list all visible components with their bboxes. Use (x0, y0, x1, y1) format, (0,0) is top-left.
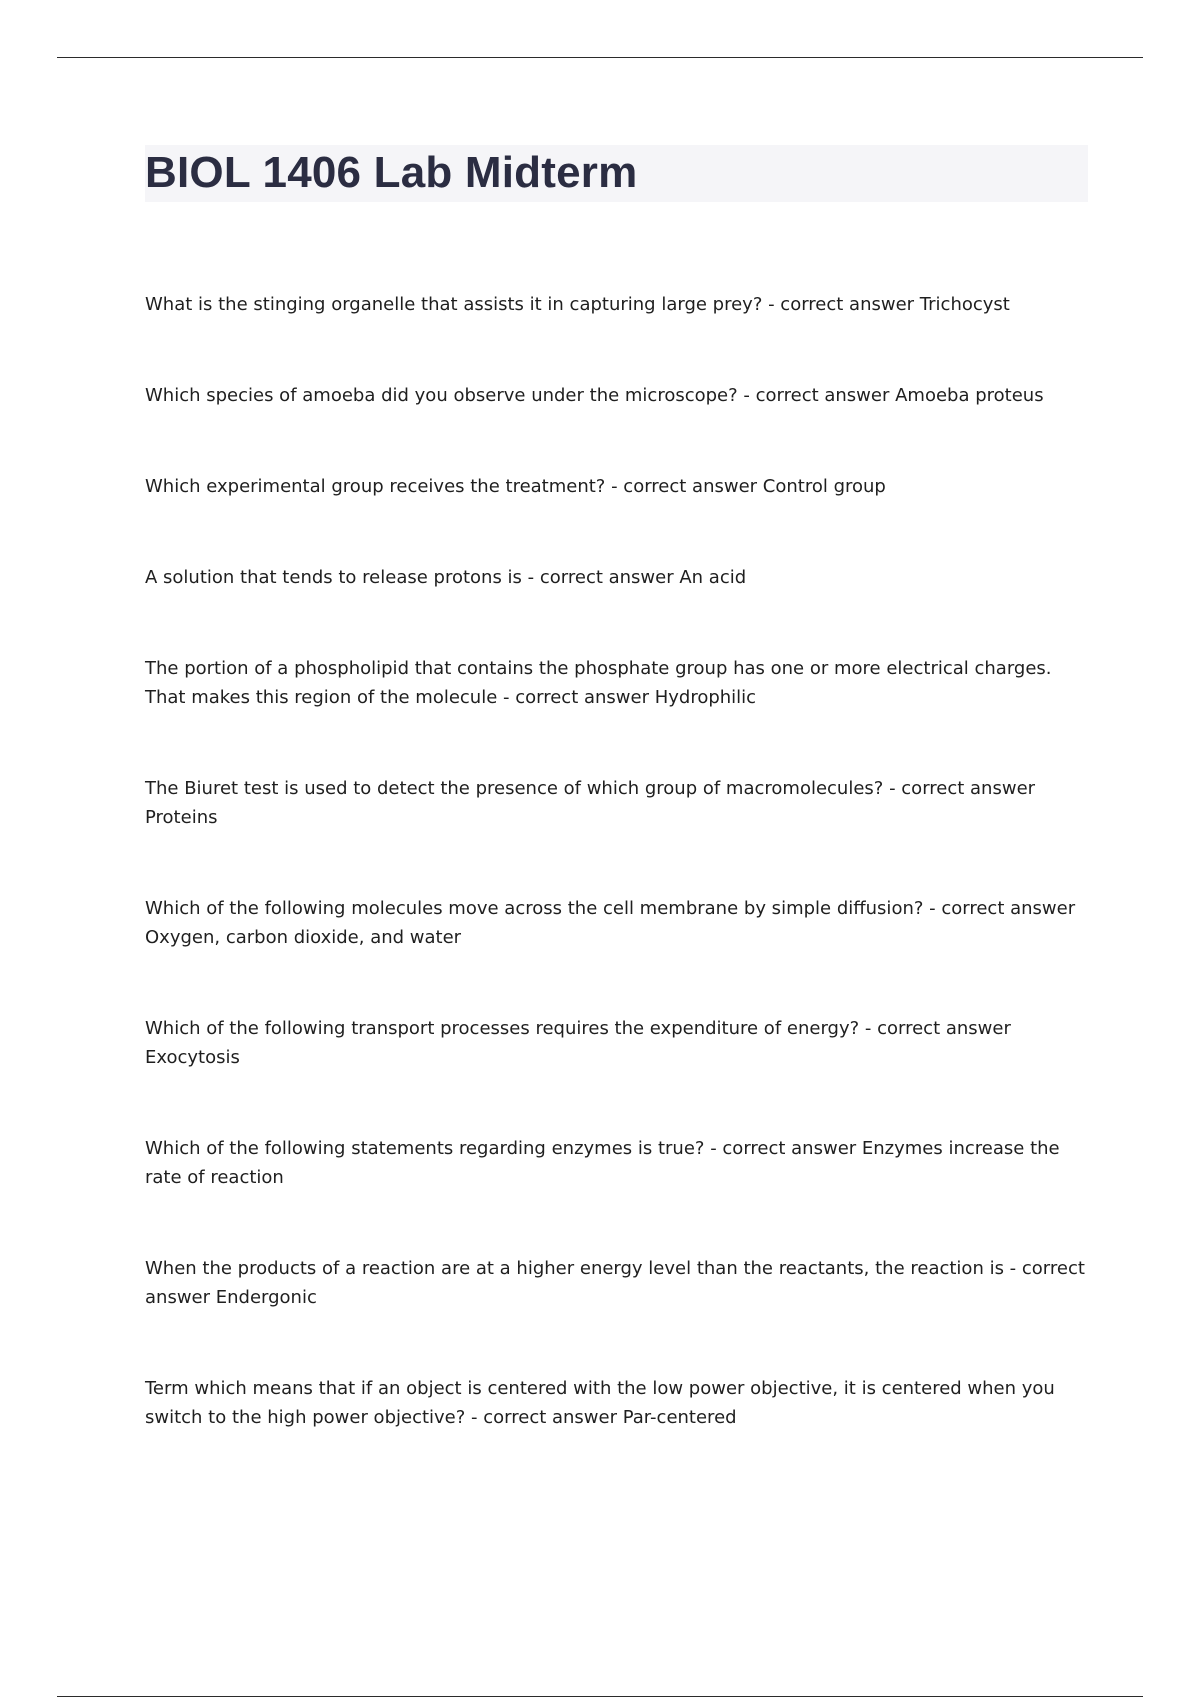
bottom-divider (57, 1696, 1143, 1697)
qa-item: Which of the following molecules move across the cell membrane by simple diffusion? - correct answer Oxygen, carbon dioxide, and water (145, 898, 1076, 948)
qa-item: Which of the following transport processes requires the expenditure of energy? - correct answer Exocytosis (145, 1018, 1011, 1068)
qa-item: Term which means that if an object is centered with the low power objective, it is centered when you switch to the high power objective? - correct answer Par-centered (145, 1378, 1055, 1428)
page-title: BIOL 1406 Lab Midterm (145, 148, 638, 197)
qa-item: Which experimental group receives the treatment? - correct answer Control group (145, 476, 886, 497)
qa-item: The portion of a phospholipid that contains the phosphate group has one or more electrical charges. That makes this region of the molecule - correct answer Hydrophilic (145, 658, 1052, 708)
qa-item: Which of the following statements regarding enzymes is true? - correct answer Enzymes increase the rate of reaction (145, 1138, 1060, 1188)
qa-item: The Biuret test is used to detect the presence of which group of macromolecules? - correct answer Proteins (145, 778, 1036, 828)
question-answer-list (145, 290, 1085, 1432)
qa-item: What is the stinging organelle that assists it in capturing large prey? - correct answer Trichocyst (145, 294, 1010, 315)
qa-item: A solution that tends to release protons is - correct answer An acid (145, 567, 747, 588)
qa-item: Which species of amoeba did you observe under the microscope? - correct answer Amoeba proteus (145, 385, 1044, 406)
qa-item: When the products of a reaction are at a higher energy level than the reactants, the reaction is - correct answer Endergonic (145, 1258, 1085, 1308)
title-band (145, 145, 1088, 202)
top-divider (57, 57, 1143, 58)
